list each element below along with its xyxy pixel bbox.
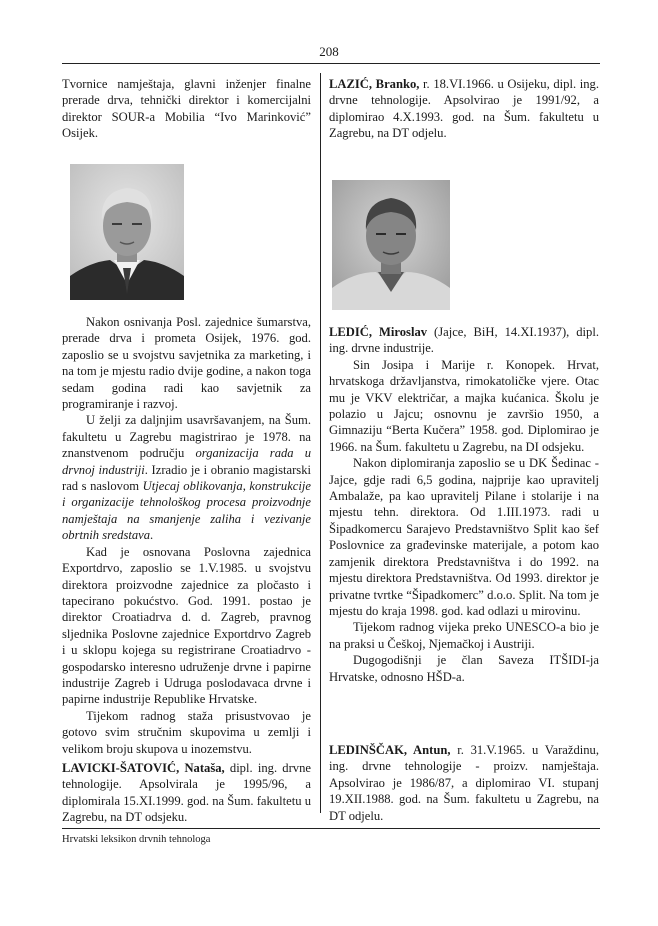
entry-ledic [329,324,599,685]
entry-headword: LEDIĆ, Miroslav [329,325,428,339]
entry-body: (Jajce, BiH, 14.XI.1937), dipl. ing. drvne industrije. [329,325,599,356]
entry-text [329,742,599,824]
entry-body: dipl. ing. drvne tehnologije. Apsolvirala je 1995/96, a diplomirala 15.XI.1999. god. na Šum. fakultetu u Zagrebu, na DT odsjeku. [62,761,311,825]
entry-continuation: Tvornice namještaja, glavni inženjer finalne prerade drva, tehnički direktor i komercijalni direktor SOUR-a Mobilia “Ivo Marinković” Osijek. [62,77,311,141]
entry-headword: LAZIĆ, Branko, [329,77,420,91]
entry-text [329,76,599,142]
entry-lavicki [62,760,311,826]
paragraph: Dugogodišnji je član Saveza ITŠIDI-ja Hrvatske, odnosno HŠD-a. [329,653,599,684]
entry-lazic [329,76,599,142]
paragraph [62,412,311,543]
running-footer: Hrvatski leksikon drvnih tehnologa [62,834,211,845]
entry-text [329,324,599,357]
paragraph: Tijekom radnog staža prisustvovao je gotovo svim stručnim skupovima u zemlji i velikom broju skupova u inozemstvu. [62,708,311,756]
entry-ledinscak [329,742,599,824]
text-run: . [150,528,154,543]
entry-headword: LEDINŠČAK, Antun, [329,743,451,757]
header-rule [62,63,600,64]
left-main-block [62,314,311,757]
paragraph: Sin Josipa i Marije r. Konopek. Hrvat, hrvatskoga državljanstva, rimokatoličke vjere. Otac mu je VKV električar, a majka kućanica. Školu je polazio u Jajcu; osnovnu je završio 1950, a Gimnaziju “Berta Kučera” 1958. god. Diplomirao je 1966. na Šum. fakultetu u Zagrebu, na DI odsjeku. [329,357,599,454]
entry-body: r. 31.V.1965. u Varaždinu, ing. drvne tehnologije - proizv. namještaja. Apsolvirao je 1986/87, a diplomirao VI. stupanj 19.XII.1988. god. na Šum. fakultetu u Zagrebu, na DT odjelu. [329,743,599,823]
entry-headword: LAVICKI-ŠATOVIĆ, Nataša, [62,761,225,775]
page-number: 208 [319,44,339,59]
italic-text: organizacija rada u drvnoj industriji [62,446,312,477]
paragraph: Nakon osnivanja Posl. zajednice šumarstva, prerade drva i prometa Osijek, 1976. god. zaposlio se u svojstvu savjetnika za marketing, i na tom je mjestu radio dvije godine, a nakon toga sedam godina radi kao savjetnik za programiranje i razvoj. [62,315,312,412]
paragraph: Nakon diplomiranja zaposlio se u DK Šedinac - Jajce, gdje radi 6,5 godina, najprije kao upravitelj Ambalaže, pa kao upravitelj Pilane i stolarije i na mjestu tehn. direktora. Od 1.III.1973. radi u Šipadkomercu Sarajevo Predstavništvo Split kao šef Poslovnice za građevinske materijale, a potom kao zamjenik direktora Predstavništva i do 1992. na mjestu direktora Predstavništva. Od 1993. direktor je privatne tvrtke “Šipadkomerc” d.o.o. Split. Na tom je mjestu do kraja 1998. god. kad odlazi u mirovinu. [329,456,599,618]
italic-text: Utjecaj oblikovanja, konstrukcije i organizacije tehnološkog procesa proizvodnje namještaja na smanjenje zaliha i vezivanje obrtnih sredstava [62,479,311,543]
left-intro-block [62,76,311,142]
portrait-photo-right [332,180,450,310]
paragraph: Kad je osnovana Poslovna zajednica Exportdrvo, zaposlio se 1.V.1985. u svojstvu direktora proizvodne zajednice za pločasto i tapecirano pokućstvo. God. 1991. postao je direktor Croatiadrva d. d. Zagreb, pravnog sljednika Poslovne zajednice Exportdrvo Zagreb i u sklopu kojega su registrirane Croatiadrvo - gospodarsko interesno udruženje drvne i papirne industrije Zagreb i Udruga poslodavaca drvne i papirne industrije Republike Hrvatske. [62,544,311,707]
column-divider [320,73,321,813]
text-run: . Izradio je i obranio magistarski rad s naslovom [62,462,311,494]
portrait-photo-left [70,164,184,300]
entry-text [62,760,311,826]
footer-rule [62,828,600,829]
text-run: U želji za daljnjim usavršavanjem, na Šum. fakultetu u Zagrebu magistrirao je 1978. na znanstvenom području [62,413,311,461]
entry-body: r. 18.VI.1966. u Osijeku, dipl. ing. drvne tehnologije. Apsolvirao je 1991/92, a diplomirao 4.X.1993. god. na Šum. fakultetu u Zagrebu, na DT odjelu. [329,77,599,141]
paragraph: Tijekom radnog vijeka preko UNESCO-a bio je na praksi u Češkoj, Njemačkoj i Austriji. [329,620,599,651]
